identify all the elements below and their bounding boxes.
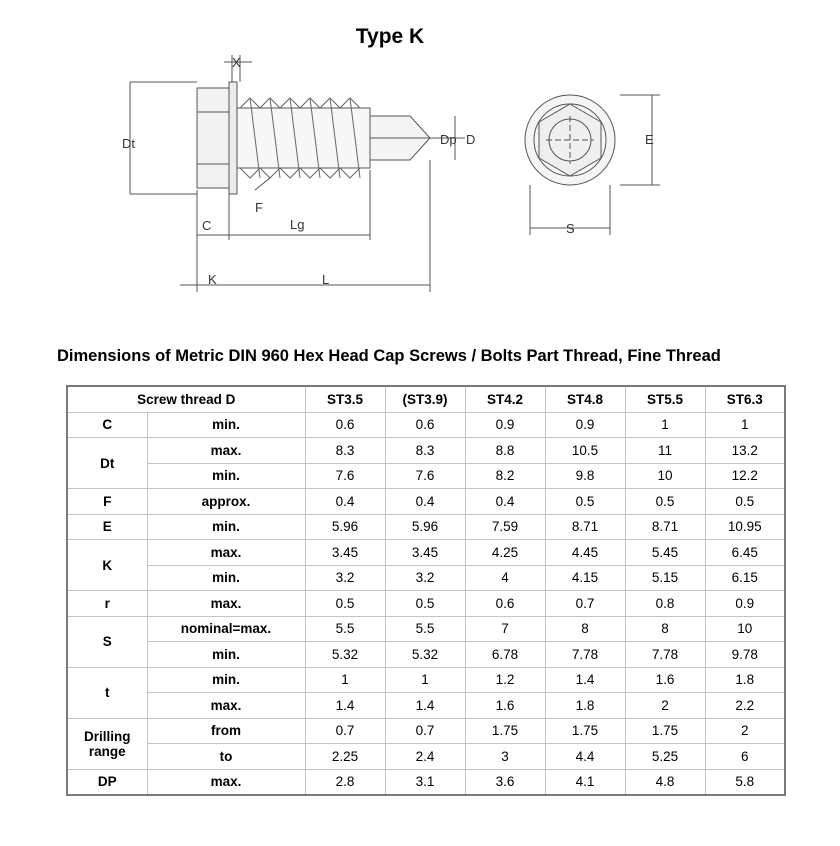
value-cell: 5.15 bbox=[625, 565, 705, 591]
label-e: E bbox=[645, 132, 654, 147]
label-dt: Dt bbox=[122, 136, 135, 151]
value-cell: 10.95 bbox=[705, 514, 785, 540]
qualifier-cell: max. bbox=[147, 540, 305, 566]
value-cell: 9.8 bbox=[545, 463, 625, 489]
param-cell: K bbox=[67, 540, 147, 591]
qualifier-cell: nominal=max. bbox=[147, 616, 305, 642]
value-cell: 8 bbox=[545, 616, 625, 642]
column-header: ST3.5 bbox=[305, 386, 385, 412]
value-cell: 3.45 bbox=[385, 540, 465, 566]
param-cell: S bbox=[67, 616, 147, 667]
qualifier-cell: min. bbox=[147, 412, 305, 438]
label-x: X bbox=[232, 55, 241, 70]
value-cell: 1.4 bbox=[305, 693, 385, 719]
qualifier-cell: min. bbox=[147, 642, 305, 668]
value-cell: 5.5 bbox=[385, 616, 465, 642]
value-cell: 3 bbox=[465, 744, 545, 770]
value-cell: 8.8 bbox=[465, 438, 545, 464]
value-cell: 4.4 bbox=[545, 744, 625, 770]
table-row bbox=[67, 693, 785, 719]
value-cell: 1 bbox=[385, 667, 465, 693]
value-cell: 0.9 bbox=[705, 591, 785, 617]
value-cell: 1.8 bbox=[705, 667, 785, 693]
param-cell: E bbox=[67, 514, 147, 540]
value-cell: 5.25 bbox=[625, 744, 705, 770]
value-cell: 0.9 bbox=[545, 412, 625, 438]
value-cell: 8 bbox=[625, 616, 705, 642]
value-cell: 0.5 bbox=[545, 489, 625, 515]
table-row bbox=[67, 769, 785, 795]
screw-top-view bbox=[525, 95, 660, 235]
qualifier-cell: min. bbox=[147, 463, 305, 489]
value-cell: 7.6 bbox=[305, 463, 385, 489]
value-cell: 11 bbox=[625, 438, 705, 464]
value-cell: 4.8 bbox=[625, 769, 705, 795]
table-row bbox=[67, 667, 785, 693]
table-row bbox=[67, 540, 785, 566]
value-cell: 0.8 bbox=[625, 591, 705, 617]
value-cell: 13.2 bbox=[705, 438, 785, 464]
screw-side-view bbox=[130, 55, 465, 292]
value-cell: 0.4 bbox=[305, 489, 385, 515]
value-cell: 8.71 bbox=[545, 514, 625, 540]
table-row bbox=[67, 514, 785, 540]
value-cell: 3.1 bbox=[385, 769, 465, 795]
value-cell: 10 bbox=[705, 616, 785, 642]
value-cell: 8.71 bbox=[625, 514, 705, 540]
value-cell: 5.32 bbox=[385, 642, 465, 668]
label-c: C bbox=[202, 218, 212, 233]
value-cell: 1 bbox=[705, 412, 785, 438]
value-cell: 0.6 bbox=[465, 591, 545, 617]
value-cell: 1.75 bbox=[625, 718, 705, 744]
label-dp: Dp bbox=[440, 132, 457, 147]
column-header: (ST3.9) bbox=[385, 386, 465, 412]
table-row bbox=[67, 718, 785, 744]
label-s: S bbox=[566, 221, 575, 236]
table-title: Dimensions of Metric DIN 960 Hex Head Cap Screws / Bolts Part Thread, Fine Thread bbox=[57, 347, 721, 365]
dimensions-table bbox=[66, 385, 786, 796]
param-cell: r bbox=[67, 591, 147, 617]
qualifier-cell: approx. bbox=[147, 489, 305, 515]
table-row bbox=[67, 616, 785, 642]
qualifier-cell: max. bbox=[147, 769, 305, 795]
value-cell: 6.45 bbox=[705, 540, 785, 566]
param-cell: C bbox=[67, 412, 147, 438]
value-cell: 8.3 bbox=[385, 438, 465, 464]
column-header: ST4.8 bbox=[545, 386, 625, 412]
table-row bbox=[67, 489, 785, 515]
qualifier-cell: max. bbox=[147, 591, 305, 617]
param-cell: t bbox=[67, 667, 147, 718]
value-cell: 7.78 bbox=[545, 642, 625, 668]
value-cell: 1.6 bbox=[465, 693, 545, 719]
column-header: ST5.5 bbox=[625, 386, 705, 412]
value-cell: 10.5 bbox=[545, 438, 625, 464]
value-cell: 5.5 bbox=[305, 616, 385, 642]
param-cell: F bbox=[67, 489, 147, 515]
value-cell: 1.8 bbox=[545, 693, 625, 719]
table-row bbox=[67, 412, 785, 438]
value-cell: 6.15 bbox=[705, 565, 785, 591]
value-cell: 3.2 bbox=[305, 565, 385, 591]
value-cell: 4.15 bbox=[545, 565, 625, 591]
value-cell: 1.6 bbox=[625, 667, 705, 693]
value-cell: 6 bbox=[705, 744, 785, 770]
value-cell: 0.5 bbox=[305, 591, 385, 617]
value-cell: 0.9 bbox=[465, 412, 545, 438]
table-row bbox=[67, 744, 785, 770]
value-cell: 0.5 bbox=[385, 591, 465, 617]
value-cell: 0.5 bbox=[705, 489, 785, 515]
value-cell: 5.45 bbox=[625, 540, 705, 566]
value-cell: 1.4 bbox=[385, 693, 465, 719]
value-cell: 6.78 bbox=[465, 642, 545, 668]
value-cell: 1.4 bbox=[545, 667, 625, 693]
page-title: Type K bbox=[355, 25, 425, 48]
label-k: K bbox=[208, 272, 217, 287]
value-cell: 1.2 bbox=[465, 667, 545, 693]
header-label: Screw thread D bbox=[67, 386, 305, 412]
value-cell: 7.6 bbox=[385, 463, 465, 489]
label-f: F bbox=[255, 200, 263, 215]
table-row bbox=[67, 565, 785, 591]
value-cell: 7.59 bbox=[465, 514, 545, 540]
qualifier-cell: from bbox=[147, 718, 305, 744]
value-cell: 12.2 bbox=[705, 463, 785, 489]
label-lg: Lg bbox=[290, 217, 305, 232]
value-cell: 4 bbox=[465, 565, 545, 591]
table-row bbox=[67, 438, 785, 464]
value-cell: 4.1 bbox=[545, 769, 625, 795]
qualifier-cell: to bbox=[147, 744, 305, 770]
value-cell: 0.6 bbox=[385, 412, 465, 438]
value-cell: 2 bbox=[705, 718, 785, 744]
column-header: ST4.2 bbox=[465, 386, 545, 412]
value-cell: 5.8 bbox=[705, 769, 785, 795]
value-cell: 7.78 bbox=[625, 642, 705, 668]
param-cell: Drilling range bbox=[67, 718, 147, 769]
value-cell: 1.75 bbox=[545, 718, 625, 744]
qualifier-cell: min. bbox=[147, 667, 305, 693]
column-header: ST6.3 bbox=[705, 386, 785, 412]
table-header-row bbox=[67, 386, 785, 412]
value-cell: 3.45 bbox=[305, 540, 385, 566]
qualifier-cell: max. bbox=[147, 693, 305, 719]
value-cell: 1.75 bbox=[465, 718, 545, 744]
table-row bbox=[67, 591, 785, 617]
qualifier-cell: min. bbox=[147, 565, 305, 591]
value-cell: 8.3 bbox=[305, 438, 385, 464]
value-cell: 0.6 bbox=[305, 412, 385, 438]
table-body bbox=[67, 412, 785, 795]
value-cell: 5.96 bbox=[305, 514, 385, 540]
value-cell: 9.78 bbox=[705, 642, 785, 668]
label-d: D bbox=[466, 132, 476, 147]
qualifier-cell: max. bbox=[147, 438, 305, 464]
value-cell: 5.96 bbox=[385, 514, 465, 540]
value-cell: 8.2 bbox=[465, 463, 545, 489]
value-cell: 0.7 bbox=[305, 718, 385, 744]
value-cell: 0.4 bbox=[385, 489, 465, 515]
value-cell: 1 bbox=[305, 667, 385, 693]
label-l: L bbox=[322, 272, 330, 287]
value-cell: 10 bbox=[625, 463, 705, 489]
table-row bbox=[67, 642, 785, 668]
value-cell: 2.25 bbox=[305, 744, 385, 770]
value-cell: 2.4 bbox=[385, 744, 465, 770]
value-cell: 0.4 bbox=[465, 489, 545, 515]
value-cell: 3.6 bbox=[465, 769, 545, 795]
value-cell: 1 bbox=[625, 412, 705, 438]
value-cell: 2 bbox=[625, 693, 705, 719]
value-cell: 4.45 bbox=[545, 540, 625, 566]
value-cell: 0.7 bbox=[545, 591, 625, 617]
qualifier-cell: min. bbox=[147, 514, 305, 540]
value-cell: 2.8 bbox=[305, 769, 385, 795]
param-cell: Dt bbox=[67, 438, 147, 489]
value-cell: 7 bbox=[465, 616, 545, 642]
table-row bbox=[67, 463, 785, 489]
value-cell: 0.7 bbox=[385, 718, 465, 744]
value-cell: 3.2 bbox=[385, 565, 465, 591]
param-cell: DP bbox=[67, 769, 147, 795]
value-cell: 0.5 bbox=[625, 489, 705, 515]
screw-technical-drawing bbox=[0, 40, 840, 300]
value-cell: 4.25 bbox=[465, 540, 545, 566]
value-cell: 5.32 bbox=[305, 642, 385, 668]
value-cell: 2.2 bbox=[705, 693, 785, 719]
